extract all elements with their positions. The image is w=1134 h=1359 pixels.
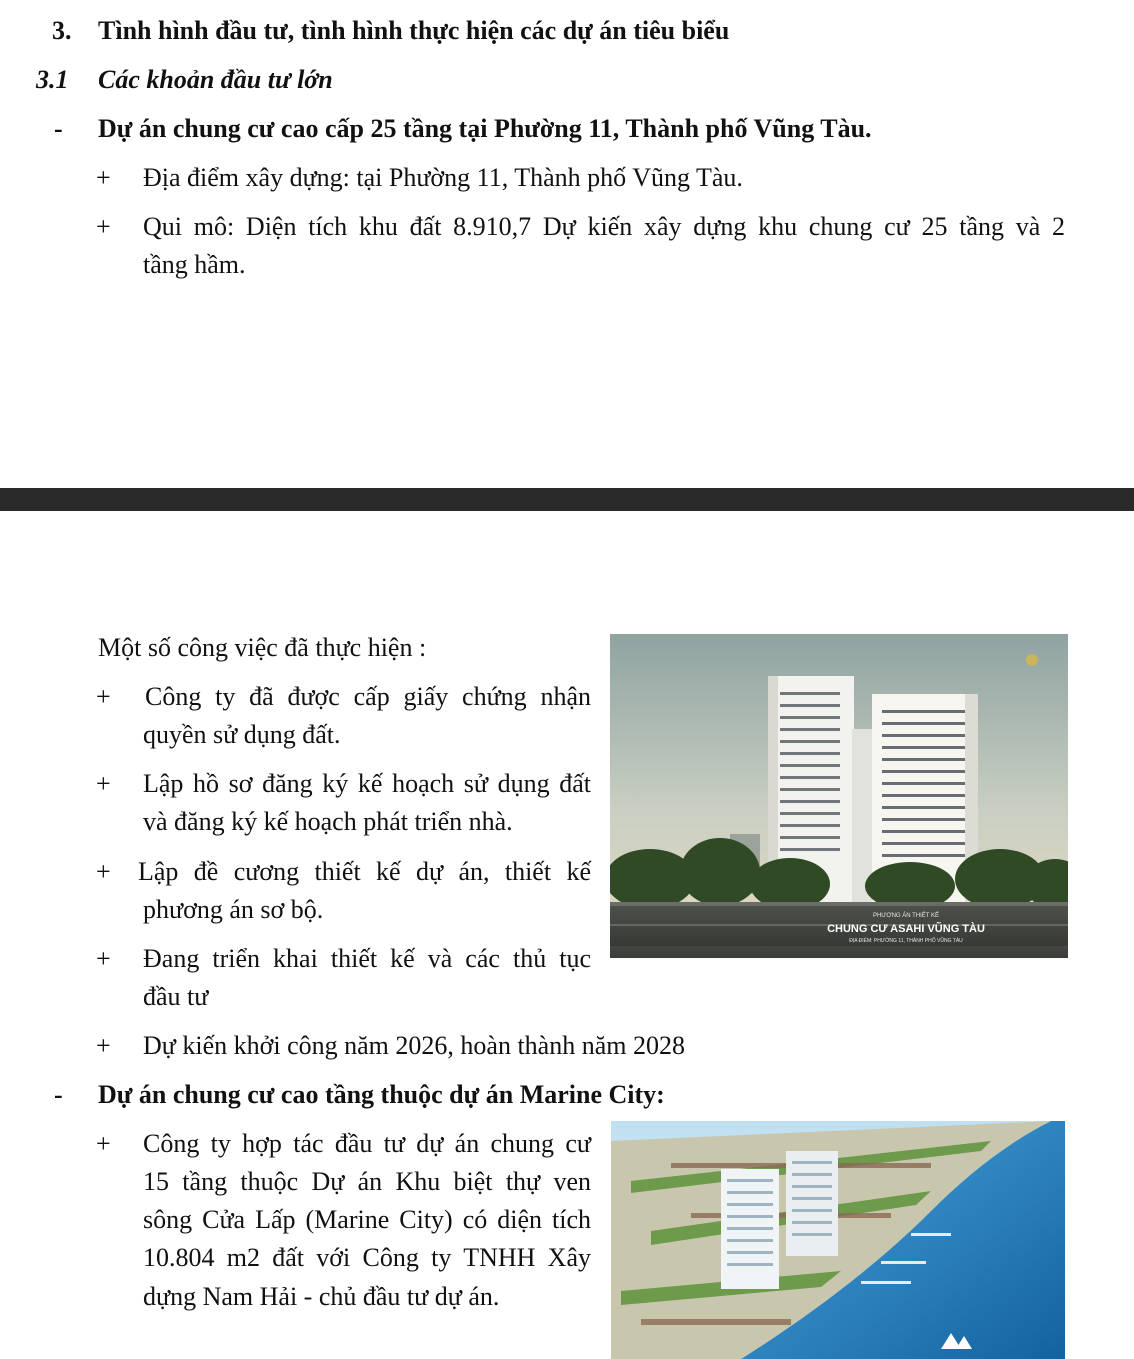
list-item-continued: tầng hầm. bbox=[143, 250, 246, 279]
list-item: Công ty hợp tác đầu tư dự án chung cư bbox=[143, 1129, 591, 1158]
list-item-continued: phương án sơ bộ. bbox=[143, 895, 324, 924]
section-title: Tình hình đầu tư, tình hình thực hiện các dự án tiêu biểu bbox=[98, 16, 730, 45]
project1-title: Dự án chung cư cao cấp 25 tầng tại Phường 11, Thành phố Vũng Tàu. bbox=[98, 114, 872, 143]
list-item: Qui mô: Diện tích khu đất 8.910,7 Dự kiến xây dựng khu chung cư 25 tầng và 2 bbox=[143, 212, 1065, 241]
list-item-continued: 15 tầng thuộc Dự án Khu biệt thự ven bbox=[143, 1167, 591, 1196]
list-marker: + bbox=[96, 212, 111, 241]
page-divider bbox=[0, 488, 1134, 511]
subsection-number: 3.1 bbox=[36, 65, 69, 94]
list-item-continued: sông Cửa Lấp (Marine City) có diện tích bbox=[143, 1205, 591, 1234]
list-marker: + bbox=[96, 1031, 111, 1060]
project2-title: Dự án chung cư cao tầng thuộc dự án Marine City: bbox=[98, 1080, 665, 1109]
subsection-title: Các khoản đầu tư lớn bbox=[98, 65, 333, 94]
list-marker: + bbox=[96, 1129, 111, 1158]
list-item: Đang triển khai thiết kế và các thủ tục bbox=[143, 944, 591, 973]
list-marker: + bbox=[96, 163, 111, 192]
section-number: 3. bbox=[52, 16, 72, 45]
list-item: Lập hồ sơ đăng ký kế hoạch sử dụng đất bbox=[143, 769, 591, 798]
list-item: Dự kiến khởi công năm 2026, hoàn thành năm 2028 bbox=[143, 1031, 685, 1060]
marine-city-aerial-rendering bbox=[611, 1121, 1065, 1359]
list-item: Địa điểm xây dựng: tại Phường 11, Thành phố Vũng Tàu. bbox=[143, 163, 743, 192]
list-marker: + bbox=[96, 944, 111, 973]
list-marker: + bbox=[96, 769, 111, 798]
asahi-tower-rendering bbox=[610, 634, 1068, 958]
work-heading: Một số công việc đã thực hiện : bbox=[98, 633, 427, 662]
caption-small: PHƯƠNG ÁN THIẾT KẾ bbox=[872, 913, 940, 919]
list-item-continued: và đăng ký kế hoạch phát triển nhà. bbox=[143, 807, 513, 836]
list-marker: + bbox=[96, 857, 111, 886]
caption-title: CHUNG CƯ ASAHI VŨNG TÀU bbox=[827, 923, 985, 935]
project1-bullet: - bbox=[54, 114, 63, 143]
list-marker: + bbox=[96, 682, 111, 711]
project2-bullet: - bbox=[54, 1080, 63, 1109]
list-item-continued: quyền sử dụng đất. bbox=[143, 720, 341, 749]
list-item: Công ty đã được cấp giấy chứng nhận bbox=[145, 682, 591, 711]
caption-sub: ĐỊA ĐIỂM: PHƯỜNG 11, THÀNH PHỐ VŨNG TÀU bbox=[849, 938, 963, 944]
list-item: Lập đề cương thiết kế dự án, thiết kế bbox=[138, 857, 591, 886]
logo-icon bbox=[1026, 654, 1038, 666]
list-item-continued: đầu tư bbox=[143, 982, 209, 1011]
list-item-continued: dựng Nam Hải - chủ đầu tư dự án. bbox=[143, 1282, 500, 1311]
list-item-continued: 10.804 m2 đất với Công ty TNHH Xây bbox=[143, 1243, 591, 1272]
